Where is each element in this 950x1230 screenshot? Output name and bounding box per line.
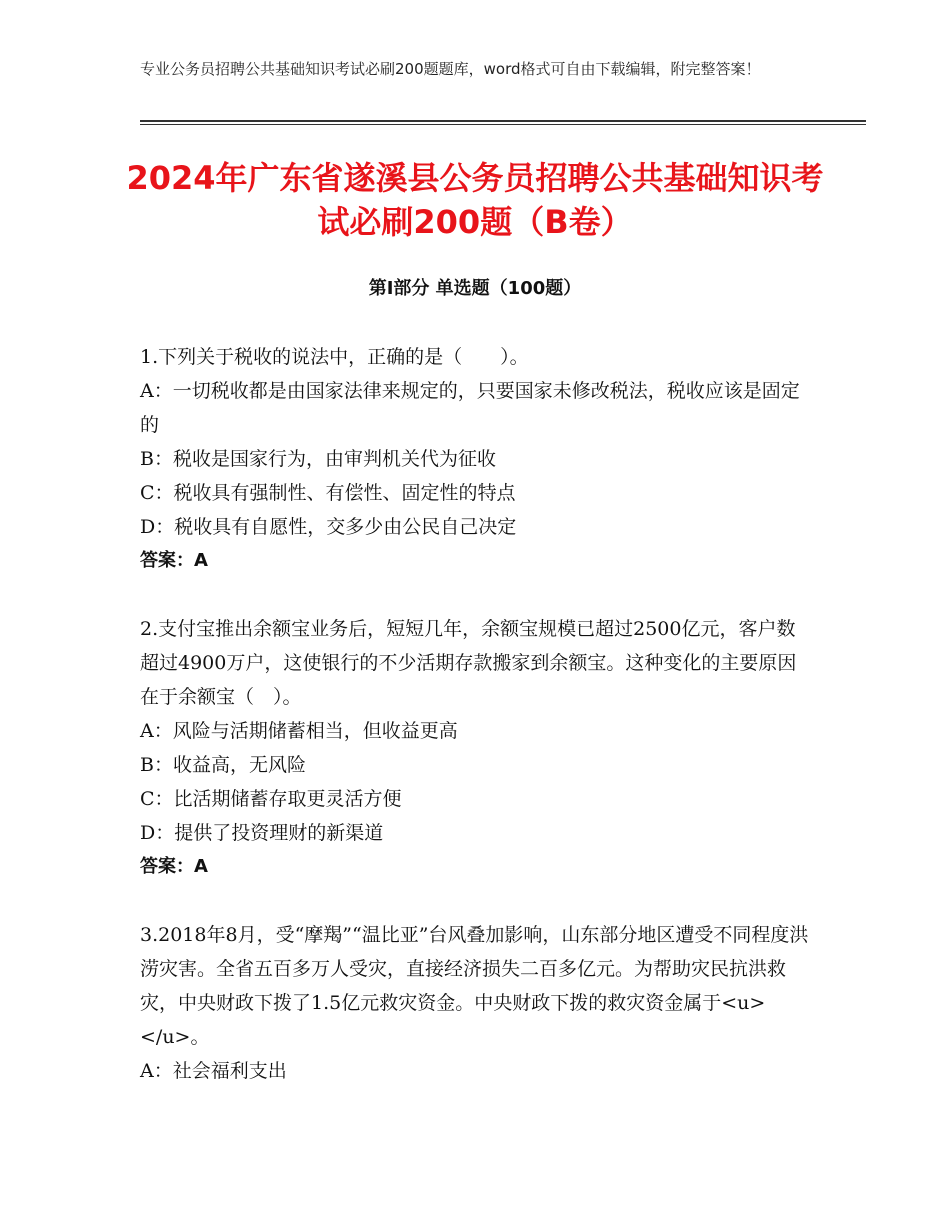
option-b: B：收益高，无风险 [140, 754, 306, 776]
answer-line: 答案：A [140, 550, 208, 571]
option-a: A：风险与活期储蓄相当，但收益更高 [140, 720, 458, 742]
question-stem: 3.2018年8月，受“摩羯”“温比亚”台风叠加影响，山东部分地区遭受不同程度洪涝灾害。全省五百多万人受灾，直接经济损失二百多亿元。为帮助灾民抗洪救灾，中央财政下拨了1.5亿元救灾资金。中央财政下拨的救灾资金属于<u> </u>。 [140, 924, 809, 1048]
answer-line: 答案：A [140, 856, 208, 877]
question-list [140, 340, 812, 1122]
option-c: C：税收具有强制性、有偿性、固定性的特点 [140, 482, 516, 504]
question-3 [140, 918, 812, 1088]
option-a: A：一切税收都是由国家法律来规定的，只要国家未修改税法，税收应该是固定的 [140, 380, 800, 436]
question-1 [140, 340, 812, 578]
option-b: B：税收是国家行为，由审判机关代为征收 [140, 448, 496, 470]
section-title: 第Ⅰ部分 单选题（100题） [368, 278, 582, 299]
header-divider-thin [140, 124, 866, 125]
question-stem: 1.下列关于税收的说法中，正确的是（ ）。 [140, 346, 529, 368]
question-2 [140, 612, 812, 884]
document-title: 2024年广东省遂溪县公务员招聘公共基础知识考试必刷200题（B卷） [126, 159, 824, 241]
header-note: 专业公务员招聘公共基础知识考试必刷200题题库，word格式可自由下载编辑，附完整答案！ [140, 60, 761, 78]
option-d: D：提供了投资理财的新渠道 [140, 822, 384, 844]
question-stem: 2.支付宝推出余额宝业务后，短短几年，余额宝规模已超过2500亿元，客户数超过4900万户，这使银行的不少活期存款搬家到余额宝。这种变化的主要原因在于余额宝（ ）。 [140, 618, 797, 708]
option-a: A：社会福利支出 [140, 1060, 287, 1082]
header-divider-thick [140, 120, 866, 122]
header-divider [140, 120, 866, 125]
option-c: C：比活期储蓄存取更灵活方便 [140, 788, 402, 810]
option-d: D：税收具有自愿性，交多少由公民自己决定 [140, 516, 517, 538]
